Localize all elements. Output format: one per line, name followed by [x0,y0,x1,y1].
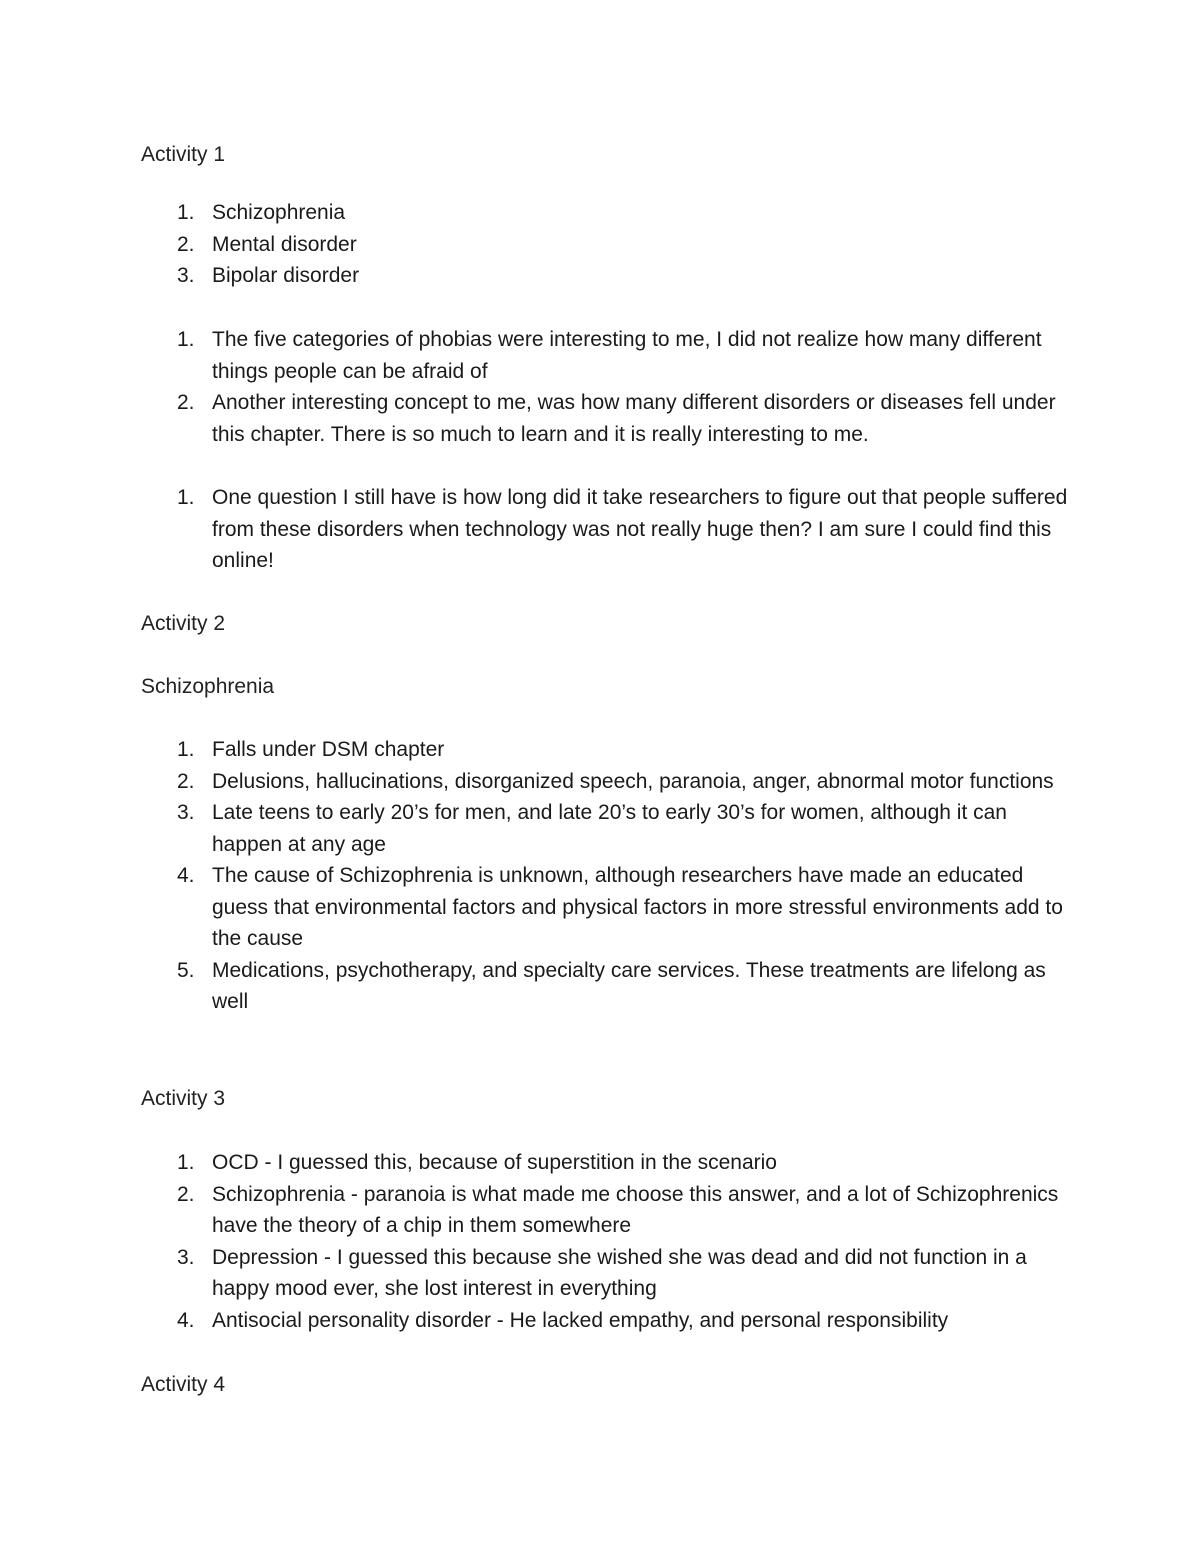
list-item [141,197,1071,229]
activity-4-heading: Activity 4 [141,1373,226,1396]
activity-2-list [141,734,1071,1018]
list-item-text: Antisocial personality disorder - He lacked empathy, and personal responsibility [212,1308,949,1332]
list-item-text: Falls under DSM chapter [212,738,445,761]
activity-3-list [141,1147,1071,1336]
list-number: 3. [177,801,195,824]
activity-2-subheading: Schizophrenia [141,675,275,698]
list-item [141,1179,1071,1242]
activity-1-list-question [141,482,1071,577]
list-number: 3. [177,1245,195,1269]
list-number: 1. [177,201,195,224]
list-number: 4. [177,864,195,887]
activity-3-heading: Activity 3 [141,1087,226,1110]
activity-1-list-terms [141,197,1071,292]
list-number: 2. [177,391,195,414]
list-number: 1. [177,738,195,761]
list-item-text: The five categories of phobias were interesting to me, I did not realize how many different things people can be afraid of [212,328,1042,383]
list-item [141,482,1071,577]
list-number: 1. [177,328,195,351]
list-item-text: One question I still have is how long did it take researchers to figure out that people suffered from these disorders when technology was not really huge then? I am sure I could find this online! [212,486,1068,572]
list-item-text: Bipolar disorder [212,264,360,287]
list-number: 4. [177,1308,195,1332]
list-item [141,734,1071,766]
list-item-text: Depression - I guessed this because she wished she was dead and did not function in a happy mood ever, she lost interest in everything [212,1245,1027,1300]
list-number: 3. [177,264,195,287]
list-item-text: Another interesting concept to me, was how many different disorders or diseases fell under this chapter. There is so much to learn and it is really interesting to me. [212,391,1056,446]
list-item-text: OCD - I guessed this, because of superstition in the scenario [212,1151,777,1174]
list-number: 1. [177,486,195,509]
list-item [141,1305,1071,1337]
activity-1-list-interesting [141,324,1071,450]
list-item-text: Schizophrenia - paranoia is what made me choose this answer, and a lot of Schizophrenics have the theory of a chip in them somewhere [212,1182,1059,1237]
list-number: 1. [177,1151,195,1174]
list-number: 2. [177,232,195,256]
list-number: 5. [177,958,195,982]
list-number: 2. [177,769,195,793]
list-item [141,1242,1071,1305]
list-item [141,260,1071,292]
list-item-text: Medications, psychotherapy, and specialty care services. These treatments are lifelong as well [212,958,1046,1013]
list-item [141,1147,1071,1179]
activity-1-heading: Activity 1 [141,143,226,166]
list-item [141,955,1071,1018]
list-item-text: The cause of Schizophrenia is unknown, although researchers have made an educated guess that environmental factors and physical factors in more stressful environments add to the cause [212,864,1063,950]
list-item [141,229,1071,261]
activity-2-heading: Activity 2 [141,612,226,635]
list-item-text: Mental disorder [212,232,357,256]
list-item [141,797,1071,860]
list-item [141,766,1071,798]
list-item [141,324,1071,387]
list-item-text: Late teens to early 20’s for men, and late 20’s to early 30’s for women, although it can happen at any age [212,801,1007,856]
list-item-text: Delusions, hallucinations, disorganized speech, paranoia, anger, abnormal motor functions [212,769,1054,793]
list-item [141,387,1071,450]
list-item [141,860,1071,955]
list-number: 2. [177,1182,195,1206]
list-item-text: Schizophrenia [212,201,346,224]
